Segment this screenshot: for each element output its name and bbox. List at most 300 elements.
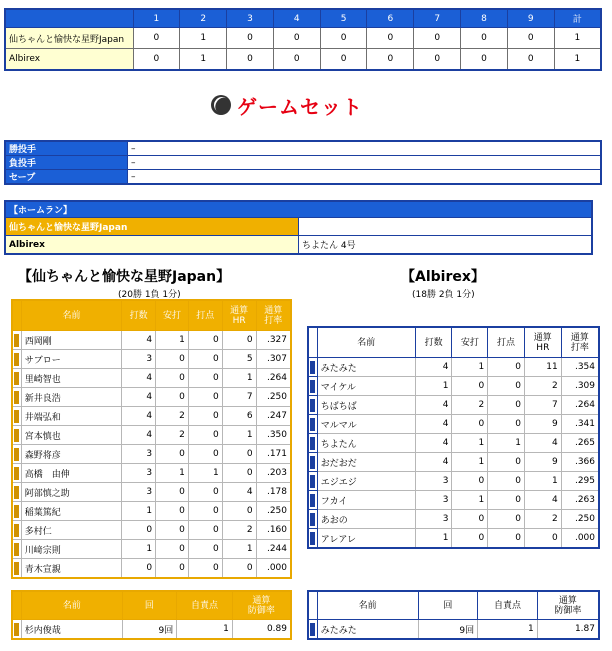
player-name: 高橋 由伸 — [21, 464, 122, 483]
away-batting-row — [308, 510, 599, 529]
scoreboard — [4, 8, 602, 71]
decision-label: セーブ — [5, 170, 128, 185]
player-name: みたみた — [317, 620, 418, 640]
home-batting-stat: 4 — [122, 388, 156, 407]
row-marker — [308, 620, 317, 640]
home-pitching-column-header: 回 — [122, 591, 177, 620]
away-batting-stat: 1 — [452, 453, 488, 472]
away-batting-column-header: 名前 — [317, 327, 415, 358]
inning-score: 0 — [461, 28, 508, 49]
inning-score: 0 — [227, 49, 274, 71]
player-name: 稲葉篤紀 — [21, 502, 122, 521]
row-marker-icon — [310, 437, 315, 450]
home-batting-column-header: 名前 — [21, 300, 122, 331]
home-team-title: 【仙ちゃんと愉快な星野Japan】 — [18, 269, 231, 285]
row-marker-icon — [14, 353, 19, 366]
row-marker — [12, 591, 21, 620]
away-team-record: (18勝 2負 1分) — [412, 290, 475, 300]
away-batting-stat: 11 — [524, 358, 561, 377]
player-name: 杉内俊哉 — [21, 620, 122, 640]
away-batting-stat: 7 — [524, 396, 561, 415]
player-name: 青木宣親 — [21, 559, 122, 579]
home-batting-stat: 0 — [188, 407, 222, 426]
home-batting-stat: .250 — [256, 502, 291, 521]
away-batting-row — [308, 472, 599, 491]
away-batting-stat: 0 — [452, 472, 488, 491]
away-pitching-stat: 1 — [478, 620, 538, 640]
inning-header: 5 — [320, 9, 367, 28]
inning-score: 0 — [273, 28, 320, 49]
home-batting-stat: 1 — [122, 502, 156, 521]
home-batting-stat: 0 — [156, 559, 189, 579]
home-pitching-column-header: 名前 — [21, 591, 122, 620]
pitcher-decision-table — [4, 140, 602, 185]
scoreboard-header-row — [5, 9, 601, 28]
away-batting-row — [308, 358, 599, 377]
home-batting-stat: 0 — [188, 331, 222, 350]
inning-score: 0 — [133, 28, 180, 49]
row-marker — [308, 591, 317, 620]
home-batting-stat: .264 — [256, 369, 291, 388]
player-name: フカイ — [317, 491, 415, 510]
home-batting-stat: 0 — [222, 559, 256, 579]
away-pitching-column-header: 自責点 — [478, 591, 538, 620]
row-marker-icon — [14, 623, 19, 636]
inning-score: 1 — [180, 28, 227, 49]
inning-header: 9 — [507, 9, 554, 28]
home-batting-stat: 0 — [188, 483, 222, 502]
away-pitching-stat: 9回 — [418, 620, 478, 640]
away-pitching-header-row — [308, 591, 599, 620]
homerun-table — [4, 200, 593, 255]
row-marker — [308, 453, 317, 472]
home-batting-stat: 0 — [188, 540, 222, 559]
decision-value: – — [128, 141, 602, 156]
away-batting-stat: 4 — [524, 434, 561, 453]
home-batting-stat: 0 — [122, 521, 156, 540]
row-marker — [12, 540, 21, 559]
game-set-text: ゲームセット — [237, 94, 363, 119]
row-marker — [12, 426, 21, 445]
away-batting-stat: .354 — [561, 358, 599, 377]
home-batting-column-header: 通算 打率 — [256, 300, 291, 331]
row-marker — [12, 445, 21, 464]
home-batting-stat: .171 — [256, 445, 291, 464]
home-batting-stat: 5 — [222, 350, 256, 369]
row-marker — [12, 502, 21, 521]
home-batting-stat: 1 — [156, 331, 189, 350]
row-marker-icon — [14, 505, 19, 518]
baseball-icon — [211, 95, 231, 115]
away-batting-stat: 1 — [452, 491, 488, 510]
away-batting-stat: 0 — [488, 472, 525, 491]
home-batting-stat: 0 — [156, 540, 189, 559]
away-batting-stat: 4 — [415, 396, 452, 415]
decision-label: 負投手 — [5, 156, 128, 170]
homerun-team-away: Albirex — [5, 236, 299, 255]
away-pitching-column-header: 回 — [418, 591, 478, 620]
inning-score: 1 — [554, 49, 601, 71]
home-batting-stat: 0 — [188, 445, 222, 464]
home-batting-stat: 0 — [188, 559, 222, 579]
home-batting-stat: 3 — [122, 445, 156, 464]
scoreboard-corner — [5, 9, 133, 28]
row-marker-icon — [310, 494, 315, 507]
decision-row — [5, 156, 601, 170]
home-batting-stat: 1 — [222, 369, 256, 388]
home-batting-row — [12, 331, 291, 350]
home-batting-row — [12, 559, 291, 579]
inning-score: 0 — [507, 28, 554, 49]
row-marker — [12, 407, 21, 426]
home-batting-stat: .160 — [256, 521, 291, 540]
away-batting-stat: .265 — [561, 434, 599, 453]
away-batting-stat: .250 — [561, 510, 599, 529]
row-marker — [12, 350, 21, 369]
home-pitching-stat: 1 — [177, 620, 233, 640]
row-marker — [12, 521, 21, 540]
home-batting-stat: 0 — [222, 331, 256, 350]
away-batting-stat: 0 — [488, 358, 525, 377]
game-set-banner — [211, 92, 363, 118]
home-batting-stat: 3 — [122, 483, 156, 502]
home-pitching-column-header: 通算 防御率 — [232, 591, 291, 620]
player-name: ちばちば — [317, 396, 415, 415]
homerun-team-home: 仙ちゃんと愉快な星野Japan — [5, 218, 299, 236]
player-name: 川﨑宗則 — [21, 540, 122, 559]
homerun-value-home — [299, 218, 593, 236]
away-batting-column-header: 打数 — [415, 327, 452, 358]
home-batting-stat: .244 — [256, 540, 291, 559]
inning-score: 0 — [320, 49, 367, 71]
row-marker-icon — [310, 418, 315, 431]
home-batting-row — [12, 407, 291, 426]
away-batting-column-header: 通算 HR — [524, 327, 561, 358]
row-marker-icon — [14, 410, 19, 423]
home-batting-stat: .178 — [256, 483, 291, 502]
row-marker — [308, 491, 317, 510]
home-batting-stat: 2 — [156, 426, 189, 445]
home-batting-stat: 3 — [122, 350, 156, 369]
row-marker — [308, 434, 317, 453]
away-pitching-column-header: 通算 防御率 — [537, 591, 599, 620]
inning-header: 3 — [227, 9, 274, 28]
home-batting-stat: .247 — [256, 407, 291, 426]
away-batting-header-row — [308, 327, 599, 358]
away-batting-stat: 2 — [452, 396, 488, 415]
row-marker-icon — [14, 391, 19, 404]
away-batting-row — [308, 377, 599, 396]
row-marker-icon — [14, 448, 19, 461]
inning-score: 1 — [180, 49, 227, 71]
away-batting-stat: 0 — [488, 510, 525, 529]
away-batting-stat: 1 — [452, 358, 488, 377]
row-marker — [12, 369, 21, 388]
home-batting-stat: 0 — [222, 464, 256, 483]
away-batting-stat: 0 — [488, 491, 525, 510]
home-batting-stat: 4 — [122, 407, 156, 426]
decision-value: – — [128, 156, 602, 170]
home-batting-stat: 1 — [122, 540, 156, 559]
row-marker — [12, 483, 21, 502]
decision-label: 勝投手 — [5, 141, 128, 156]
home-batting-stat: 1 — [222, 540, 256, 559]
home-batting-stat: 4 — [122, 369, 156, 388]
inning-header: 計 — [554, 9, 601, 28]
row-marker — [308, 472, 317, 491]
away-pitching-row — [308, 620, 599, 640]
away-batting-stat: 3 — [415, 472, 452, 491]
row-marker — [308, 327, 317, 358]
row-marker-icon — [14, 372, 19, 385]
player-name: アレアレ — [317, 529, 415, 549]
away-batting-stat: .366 — [561, 453, 599, 472]
row-marker-icon — [310, 513, 315, 526]
player-name: 新井良浩 — [21, 388, 122, 407]
home-batting-column-header: 安打 — [156, 300, 189, 331]
home-batting-stat: 0 — [188, 426, 222, 445]
row-marker-icon — [14, 524, 19, 537]
home-batting-row — [12, 350, 291, 369]
home-batting-stat: 0 — [156, 445, 189, 464]
player-name: おだおだ — [317, 453, 415, 472]
away-batting-row — [308, 415, 599, 434]
inning-score: 0 — [320, 28, 367, 49]
inning-score: 0 — [367, 28, 414, 49]
home-batting-row — [12, 388, 291, 407]
away-batting-row — [308, 434, 599, 453]
row-marker-icon — [310, 380, 315, 393]
decision-row — [5, 141, 601, 156]
inning-score: 0 — [367, 49, 414, 71]
inning-score: 0 — [461, 49, 508, 71]
home-pitching-stat: 9回 — [122, 620, 177, 640]
row-marker — [12, 559, 21, 579]
player-name: 阿部慎之助 — [21, 483, 122, 502]
home-batting-row — [12, 483, 291, 502]
away-batting-stat: 0 — [452, 529, 488, 549]
row-marker-icon — [14, 429, 19, 442]
home-batting-stat: 0 — [188, 369, 222, 388]
home-pitching-table — [11, 590, 292, 640]
player-name: 西岡剛 — [21, 331, 122, 350]
home-batting-row — [12, 521, 291, 540]
away-batting-stat: 3 — [415, 491, 452, 510]
inning-header: 1 — [133, 9, 180, 28]
row-marker — [308, 358, 317, 377]
player-name: エジエジ — [317, 472, 415, 491]
away-batting-stat: .309 — [561, 377, 599, 396]
decision-value: – — [128, 170, 602, 185]
away-batting-stat: 4 — [415, 434, 452, 453]
away-batting-stat: 4 — [415, 453, 452, 472]
inning-score: 0 — [414, 28, 461, 49]
away-batting-stat: 4 — [415, 358, 452, 377]
away-batting-column-header: 安打 — [452, 327, 488, 358]
home-batting-stat: 1 — [156, 464, 189, 483]
inning-header: 2 — [180, 9, 227, 28]
home-batting-stat: 0 — [122, 559, 156, 579]
row-marker-icon — [310, 623, 315, 636]
away-batting-stat: .264 — [561, 396, 599, 415]
home-batting-stat: .327 — [256, 331, 291, 350]
row-marker — [308, 396, 317, 415]
home-batting-row — [12, 369, 291, 388]
away-batting-stat: 1 — [415, 529, 452, 549]
away-batting-stat: .295 — [561, 472, 599, 491]
row-marker-icon — [310, 399, 315, 412]
home-batting-stat: 0 — [156, 483, 189, 502]
away-pitching-table — [307, 590, 600, 640]
inning-score: 1 — [554, 28, 601, 49]
home-batting-stat: 0 — [156, 388, 189, 407]
row-marker — [308, 510, 317, 529]
home-batting-column-header: 通算 HR — [222, 300, 256, 331]
inning-score: 0 — [133, 49, 180, 71]
decision-row — [5, 170, 601, 185]
home-batting-stat: 0 — [188, 350, 222, 369]
home-batting-stat: 7 — [222, 388, 256, 407]
row-marker-icon — [310, 456, 315, 469]
home-batting-header-row — [12, 300, 291, 331]
row-marker — [308, 529, 317, 549]
away-batting-table — [307, 326, 600, 549]
away-batting-stat: 0 — [488, 529, 525, 549]
row-marker-icon — [310, 532, 315, 545]
away-batting-stat: .000 — [561, 529, 599, 549]
home-batting-row — [12, 502, 291, 521]
home-batting-stat: .250 — [256, 388, 291, 407]
away-batting-stat: 4 — [524, 491, 561, 510]
home-batting-stat: 0 — [156, 369, 189, 388]
row-marker-icon — [310, 361, 315, 374]
away-batting-stat: 0 — [488, 453, 525, 472]
away-batting-stat: 0 — [488, 377, 525, 396]
away-batting-stat: 1 — [488, 434, 525, 453]
home-batting-column-header: 打数 — [122, 300, 156, 331]
inning-header: 6 — [367, 9, 414, 28]
inning-header: 7 — [414, 9, 461, 28]
away-batting-stat: 9 — [524, 415, 561, 434]
player-name: 宮本慎也 — [21, 426, 122, 445]
away-batting-row — [308, 396, 599, 415]
away-batting-column-header: 打点 — [488, 327, 525, 358]
row-marker-icon — [14, 334, 19, 347]
away-batting-stat: 0 — [452, 415, 488, 434]
away-batting-stat: 0 — [488, 415, 525, 434]
player-name: マルマル — [317, 415, 415, 434]
player-name: サブロー — [21, 350, 122, 369]
row-marker-icon — [14, 543, 19, 556]
row-marker-icon — [14, 486, 19, 499]
away-batting-stat: 2 — [524, 377, 561, 396]
away-pitching-stat: 1.87 — [537, 620, 599, 640]
row-marker — [12, 300, 21, 331]
away-batting-stat: 1 — [415, 377, 452, 396]
home-team-record: (20勝 1負 1分) — [118, 290, 181, 300]
away-batting-stat: .263 — [561, 491, 599, 510]
home-batting-stat: 0 — [156, 502, 189, 521]
home-batting-stat: .307 — [256, 350, 291, 369]
away-batting-stat: 2 — [524, 510, 561, 529]
row-marker — [12, 331, 21, 350]
home-batting-stat: 4 — [122, 426, 156, 445]
away-batting-row — [308, 529, 599, 549]
homerun-value-away: ちよたん 4号 — [299, 236, 593, 255]
home-batting-stat: 6 — [222, 407, 256, 426]
home-batting-stat: 0 — [222, 502, 256, 521]
home-batting-stat: 0 — [156, 521, 189, 540]
away-batting-stat: 0 — [488, 396, 525, 415]
home-pitching-header-row — [12, 591, 291, 620]
home-pitching-stat: 0.89 — [232, 620, 291, 640]
inning-header: 8 — [461, 9, 508, 28]
player-name: 多村仁 — [21, 521, 122, 540]
home-batting-stat: 4 — [222, 483, 256, 502]
player-name: あおの — [317, 510, 415, 529]
away-batting-stat: 4 — [415, 415, 452, 434]
scoreboard-row — [5, 49, 601, 71]
inning-score: 0 — [227, 28, 274, 49]
player-name: 里崎智也 — [21, 369, 122, 388]
home-batting-stat: 4 — [122, 331, 156, 350]
player-name: マイケル — [317, 377, 415, 396]
player-name: 森野将彦 — [21, 445, 122, 464]
home-batting-row — [12, 540, 291, 559]
home-batting-stat: 0 — [156, 350, 189, 369]
away-batting-stat: 1 — [524, 472, 561, 491]
home-batting-row — [12, 426, 291, 445]
inning-score: 0 — [414, 49, 461, 71]
home-batting-stat: 0 — [188, 502, 222, 521]
home-batting-stat: 1 — [188, 464, 222, 483]
away-batting-column-header: 通算 打率 — [561, 327, 599, 358]
home-batting-row — [12, 464, 291, 483]
home-batting-stat: .000 — [256, 559, 291, 579]
home-batting-stat: 2 — [156, 407, 189, 426]
away-team-title: 【Albirex】 — [401, 269, 485, 285]
home-batting-stat: 1 — [222, 426, 256, 445]
player-name: みたみた — [317, 358, 415, 377]
home-pitching-column-header: 自責点 — [177, 591, 233, 620]
row-marker-icon — [14, 562, 19, 575]
home-batting-stat: 0 — [188, 388, 222, 407]
inning-header: 4 — [273, 9, 320, 28]
away-batting-row — [308, 453, 599, 472]
home-batting-stat: .350 — [256, 426, 291, 445]
row-marker-icon — [14, 467, 19, 480]
home-batting-row — [12, 445, 291, 464]
home-batting-stat: 0 — [222, 445, 256, 464]
home-batting-stat: 3 — [122, 464, 156, 483]
row-marker — [12, 620, 21, 640]
home-batting-stat: 0 — [188, 521, 222, 540]
home-pitching-row — [12, 620, 291, 640]
row-marker — [308, 415, 317, 434]
row-marker — [308, 377, 317, 396]
homerun-title: 【ホームラン】 — [5, 201, 592, 218]
away-batting-stat: 0 — [452, 377, 488, 396]
inning-score: 0 — [273, 49, 320, 71]
scoreboard-team-name: 仙ちゃんと愉快な星野Japan — [5, 28, 133, 49]
row-marker-icon — [310, 475, 315, 488]
row-marker — [12, 464, 21, 483]
away-batting-stat: 9 — [524, 453, 561, 472]
away-batting-stat: 3 — [415, 510, 452, 529]
home-batting-stat: 2 — [222, 521, 256, 540]
away-batting-stat: 1 — [452, 434, 488, 453]
away-pitching-column-header: 名前 — [317, 591, 418, 620]
